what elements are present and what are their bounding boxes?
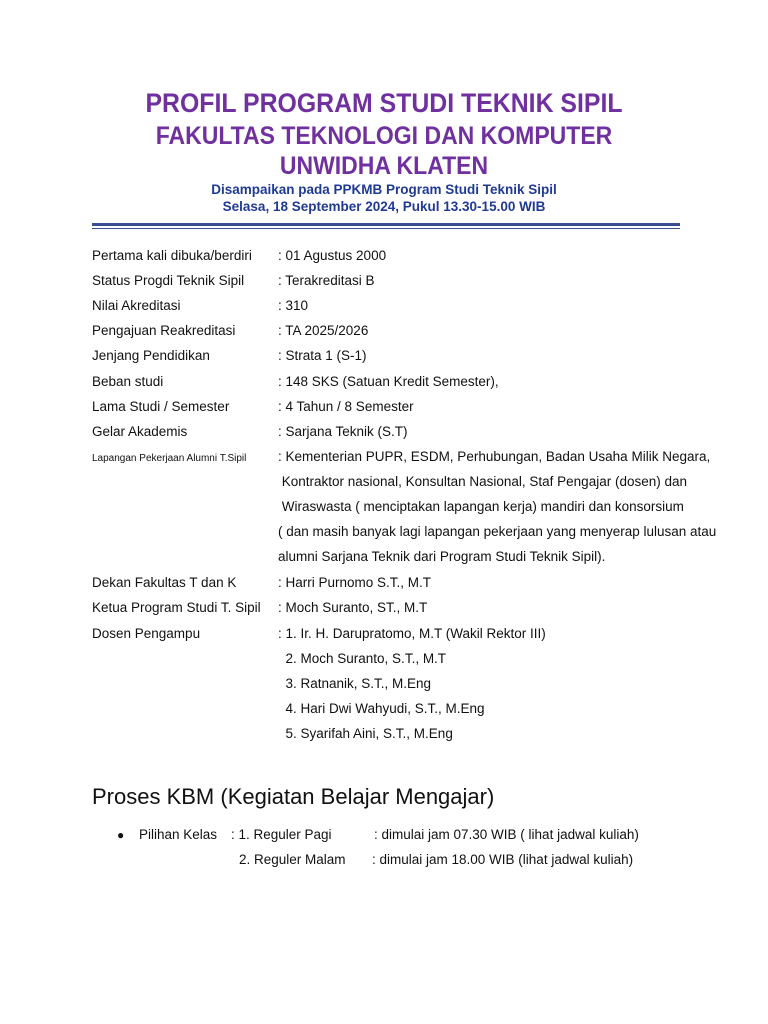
label-dekan: Dekan Fakultas T dan K — [92, 575, 237, 590]
value-dosen-line: 5. Syarifah Aini, S.T., M.Eng — [278, 726, 453, 741]
value-lapangan-line: ( dan masih banyak lagi lapangan pekerjaan yang menyerap lulusan atau — [278, 524, 717, 539]
kelas-reguler-pagi-time: : dimulai jam 07.30 WIB ( lihat jadwal kuliah) — [374, 827, 639, 842]
value-dosen-line: : 1. Ir. H. Darupratomo, M.T (Wakil Rektor III) — [278, 626, 546, 641]
label-berdiri: Pertama kali dibuka/berdiri — [92, 248, 252, 263]
value-lama: : 4 Tahun / 8 Semester — [278, 399, 414, 414]
value-berdiri: : 01 Agustus 2000 — [278, 248, 387, 263]
section-heading-kbm: Proses KBM (Kegiatan Belajar Mengajar) — [92, 784, 495, 809]
subtitle-event: Disampaikan pada PPKMB Program Studi Teknik Sipil — [211, 182, 557, 197]
label-jenjang: Jenjang Pendidikan — [92, 348, 210, 363]
label-lama: Lama Studi / Semester — [92, 399, 230, 414]
label-dosen: Dosen Pengampu — [92, 626, 201, 641]
value-status: : Terakreditasi B — [278, 273, 375, 288]
label-nilai: Nilai Akreditasi — [92, 298, 181, 313]
label-reakreditasi: Pengajuan Reakreditasi — [92, 323, 236, 338]
title-program-studi: PROFIL PROGRAM STUDI TEKNIK SIPIL — [145, 88, 623, 118]
value-gelar: : Sarjana Teknik (S.T) — [278, 424, 408, 439]
value-lapangan-line: alumni Sarjana Teknik dari Program Studi Teknik Sipil). — [278, 549, 606, 564]
label-ketua: Ketua Program Studi T. Sipil — [92, 600, 261, 615]
value-dosen-line: 3. Ratnanik, S.T., M.Eng — [278, 676, 432, 691]
value-beban: : 148 SKS (Satuan Kredit Semester), — [278, 374, 499, 389]
bullet-icon: ● — [117, 828, 125, 842]
title-universitas: UNWIDHA KLATEN — [279, 152, 489, 180]
subtitle-date: Selasa, 18 September 2024, Pukul 13.30-15.00 WIB — [222, 199, 546, 214]
value-ketua: : Moch Suranto, ST., M.T — [278, 600, 428, 615]
kelas-reguler-malam: 2. Reguler Malam — [239, 852, 346, 867]
label-gelar: Gelar Akademis — [92, 424, 188, 439]
label-lapangan: Lapangan Pekerjaan Alumni T.Sipil — [92, 453, 247, 464]
header-divider-thin — [92, 228, 680, 229]
value-lapangan-line: Wiraswasta ( menciptakan lapangan kerja) mandiri dan konsorsium — [278, 499, 684, 514]
label-status: Status Progdi Teknik Sipil — [92, 273, 245, 288]
kelas-reguler-pagi: : 1. Reguler Pagi — [231, 827, 332, 842]
value-lapangan-line: Kontraktor nasional, Konsultan Nasional, Staf Pengajar (dosen) dan — [278, 474, 688, 489]
label-pilihan-kelas: Pilihan Kelas — [139, 827, 218, 842]
value-dosen-line: 2. Moch Suranto, S.T., M.T — [278, 651, 447, 666]
value-dosen-line: 4. Hari Dwi Wahyudi, S.T., M.Eng — [278, 701, 485, 716]
header-divider-thick — [92, 223, 680, 226]
value-jenjang: : Strata 1 (S-1) — [278, 348, 367, 363]
value-reakreditasi: : TA 2025/2026 — [278, 323, 369, 338]
title-fakultas: FAKULTAS TEKNOLOGI DAN KOMPUTER — [155, 122, 613, 150]
value-dekan: : Harri Purnomo S.T., M.T — [278, 575, 432, 590]
value-lapangan-line: : Kementerian PUPR, ESDM, Perhubungan, Badan Usaha Milik Negara, — [278, 449, 711, 464]
kelas-reguler-malam-time: : dimulai jam 18.00 WIB (lihat jadwal kuliah) — [372, 852, 634, 867]
label-beban: Beban studi — [92, 374, 164, 389]
value-nilai: : 310 — [278, 298, 309, 313]
